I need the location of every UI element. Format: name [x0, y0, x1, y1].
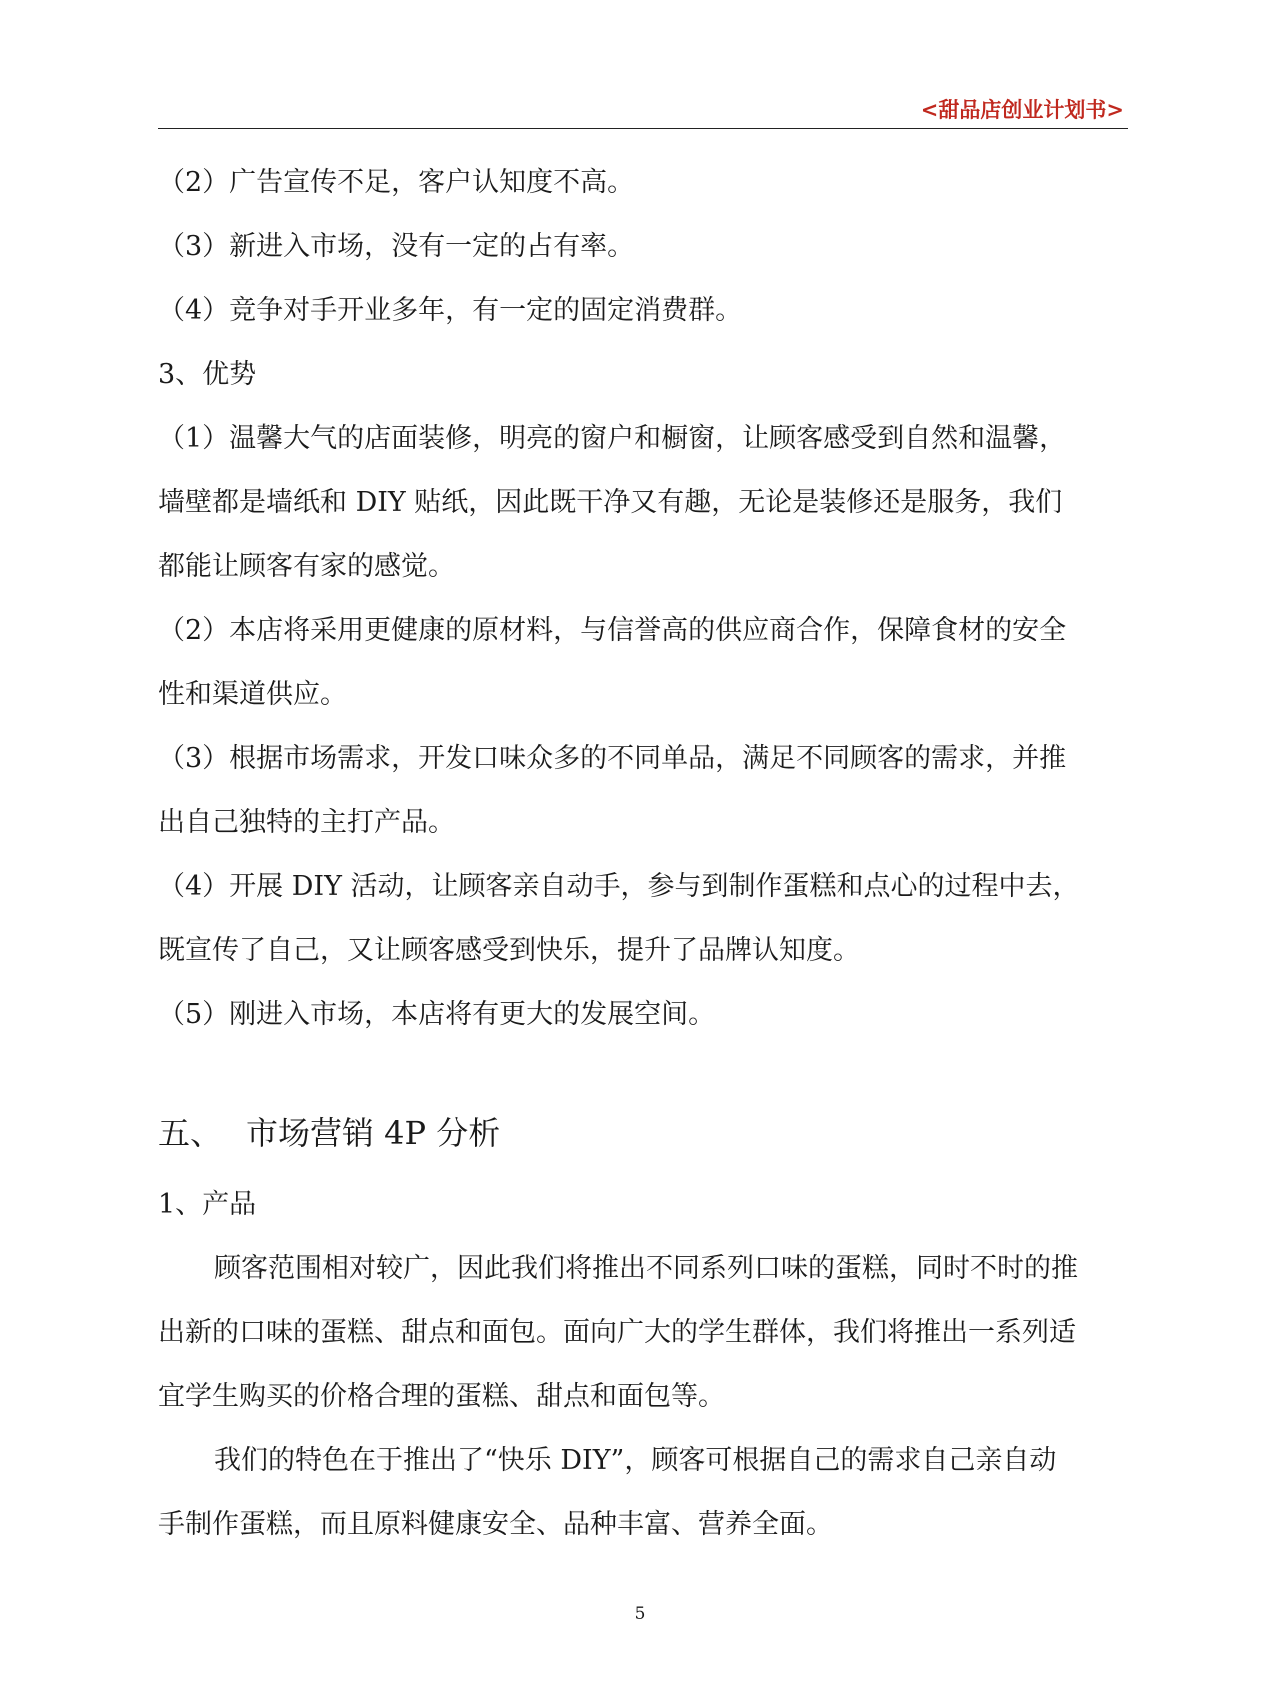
section-title: 市场营销 4P 分析 — [246, 1114, 501, 1152]
strength-line: （2）本店将采用更健康的原材料，与信誉高的供应商合作，保障食材的安全 — [158, 615, 1067, 646]
paragraph-line: 顾客范围相对较广，因此我们将推出不同系列口味的蛋糕，同时不时的推 — [214, 1253, 1078, 1284]
page-header — [158, 90, 1128, 129]
strength-item — [158, 727, 1128, 855]
weakness-item: （3）新进入市场，没有一定的占有率。 — [158, 231, 635, 262]
strength-line: 墙壁都是墙纸和 DIY 贴纸，因此既干净又有趣，无论是装修还是服务，我们 — [158, 487, 1063, 518]
strength-item — [158, 407, 1128, 599]
page-number: 5 — [634, 1604, 646, 1624]
header-title: <甜品店创业计划书> — [920, 97, 1124, 122]
strengths-heading: 3、优势 — [158, 359, 257, 390]
strength-line: 既宣传了自己，又让顾客感受到快乐，提升了品牌认知度。 — [158, 935, 860, 966]
strength-line: （4）开展 DIY 活动，让顾客亲自动手，参与到制作蛋糕和点心的过程中去， — [158, 871, 1080, 902]
strength-line: （5）刚进入市场，本店将有更大的发展空间。 — [158, 999, 716, 1030]
strength-line: （1）温馨大气的店面装修，明亮的窗户和橱窗，让顾客感受到自然和温馨， — [158, 423, 1067, 454]
strength-item — [158, 983, 1128, 1047]
strength-item — [158, 599, 1128, 727]
subsection-heading: 1、产品 — [158, 1189, 257, 1220]
paragraph-line: 出新的口味的蛋糕、甜点和面包。面向广大的学生群体，我们将推出一系列适 — [158, 1317, 1076, 1348]
paragraph-line: 宜学生购买的价格合理的蛋糕、甜点和面包等。 — [158, 1381, 725, 1412]
paragraph — [158, 1237, 1128, 1429]
section-number: 五、 — [158, 1114, 223, 1152]
paragraph-line: 手制作蛋糕，而且原料健康安全、品种丰富、营养全面。 — [158, 1509, 833, 1540]
strength-item — [158, 855, 1128, 983]
section-heading — [158, 1093, 1128, 1173]
strength-line: 都能让顾客有家的感觉。 — [158, 551, 455, 582]
paragraph-line: 我们的特色在于推出了“快乐 DIY”，顾客可根据自己的需求自己亲自动 — [214, 1445, 1057, 1476]
weakness-item: （4）竞争对手开业多年，有一定的固定消费群。 — [158, 295, 743, 326]
document-body — [158, 151, 1128, 1557]
strength-line: （3）根据市场需求，开发口味众多的不同单品，满足不同顾客的需求，并推 — [158, 743, 1067, 774]
paragraph — [158, 1429, 1128, 1557]
weakness-item: （2）广告宣传不足，客户认知度不高。 — [158, 167, 635, 198]
strength-line: 出自己独特的主打产品。 — [158, 807, 455, 838]
strength-line: 性和渠道供应。 — [158, 679, 347, 710]
